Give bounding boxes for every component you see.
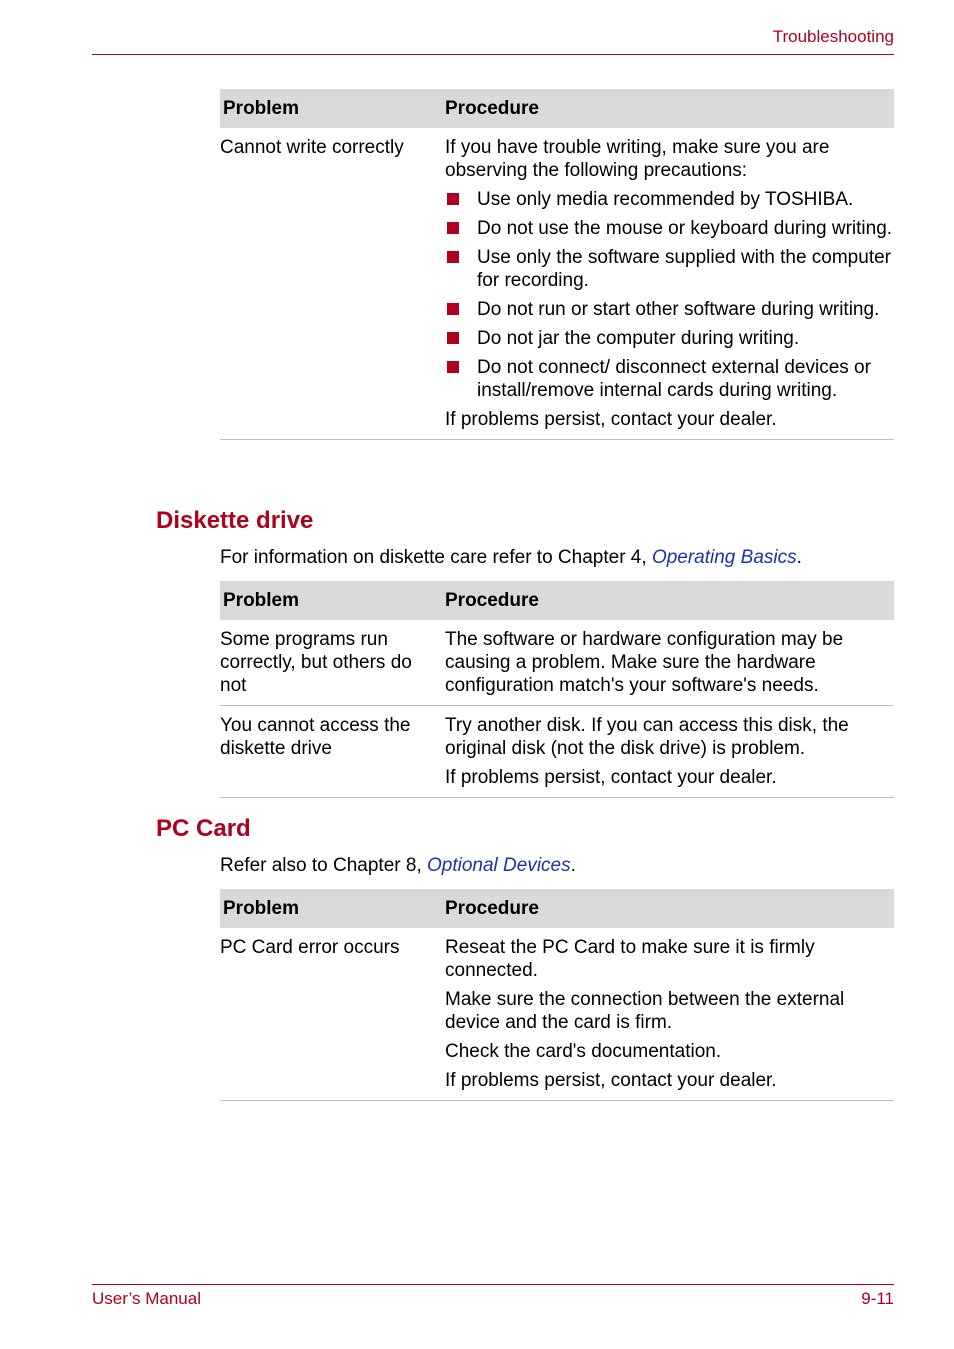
optional-devices-link[interactable]: Optional Devices xyxy=(427,855,571,876)
problem-cell: Some programs run correctly, but others do not xyxy=(220,629,412,696)
procedure-text: Try another disk. If you can access this disk, the original disk (not the disk drive) is problem. xyxy=(445,715,849,759)
bullet-text: Do not use the mouse or keyboard during writing. xyxy=(477,218,893,239)
procedure-text: If problems persist, contact your dealer. xyxy=(445,767,777,788)
procedure-text: Check the card's documentation. xyxy=(445,1041,722,1062)
intro-text: Refer also to Chapter 8, xyxy=(220,855,427,876)
section-title-pccard: PC Card xyxy=(156,815,251,842)
bullet-icon xyxy=(447,193,459,205)
operating-basics-link[interactable]: Operating Basics xyxy=(651,547,797,568)
procedure-text: Make sure the connection between the external device and the card is firm. xyxy=(445,989,845,1033)
intro-text: For information on diskette care refer to Chapter 4, xyxy=(220,547,652,568)
table-row xyxy=(220,128,894,440)
table-row xyxy=(220,706,894,798)
diskette-table xyxy=(220,581,894,798)
pccard-table xyxy=(220,889,894,1101)
list-item xyxy=(445,217,894,240)
table-header xyxy=(220,581,894,620)
table-header xyxy=(220,889,894,928)
problem-cell: PC Card error occurs xyxy=(220,937,400,958)
list-item xyxy=(445,246,894,292)
procedure-cell xyxy=(445,628,894,697)
procedure-text: Reseat the PC Card to make sure it is firmly connected. xyxy=(445,937,815,981)
header-problem: Problem xyxy=(223,897,300,919)
bullet-icon xyxy=(447,222,459,234)
bullet-icon xyxy=(447,361,459,373)
problem-cell: Cannot write correctly xyxy=(220,137,404,158)
section-title-diskette: Diskette drive xyxy=(156,507,314,534)
bullet-text: Do not connect/ disconnect external devices or install/remove internal cards during writing. xyxy=(477,357,871,401)
bullet-icon xyxy=(447,303,459,315)
running-header: Troubleshooting xyxy=(772,27,894,46)
intro-suffix: . xyxy=(796,547,802,568)
header-procedure: Procedure xyxy=(445,97,539,119)
bullet-text: Do not jar the computer during writing. xyxy=(477,328,800,349)
bullet-text: Use only the software supplied with the computer for recording. xyxy=(477,247,891,291)
header-rule xyxy=(92,54,894,55)
bullet-icon xyxy=(447,251,459,263)
header-problem: Problem xyxy=(223,97,300,119)
procedure-cell xyxy=(445,136,894,431)
header-procedure: Procedure xyxy=(445,589,539,611)
procedure-cell xyxy=(445,936,894,1092)
header-procedure: Procedure xyxy=(445,897,539,919)
bullet-text: Use only media recommended by TOSHIBA. xyxy=(477,189,854,210)
procedure-cell xyxy=(445,714,894,789)
procedure-text: The software or hardware configuration may be causing a problem. Make sure the hardware configuration match's your software's needs. xyxy=(445,629,844,696)
list-item xyxy=(445,188,894,211)
table-header xyxy=(220,89,894,128)
writing-table xyxy=(220,89,894,440)
diskette-intro xyxy=(220,547,802,569)
bullet-text: Do not run or start other software during writing. xyxy=(477,299,880,320)
intro-suffix: . xyxy=(570,855,576,876)
footer-manual-title: User’s Manual xyxy=(92,1289,201,1308)
page-number: 9-11 xyxy=(861,1289,894,1308)
pccard-intro xyxy=(220,855,576,877)
procedure-text: If you have trouble writing, make sure you are observing the following precautions: xyxy=(445,137,830,181)
list-item xyxy=(445,298,894,321)
header-problem: Problem xyxy=(223,589,300,611)
problem-cell: You cannot access the diskette drive xyxy=(220,715,411,759)
footer-rule xyxy=(92,1284,894,1285)
table-row xyxy=(220,620,894,706)
bullet-icon xyxy=(447,332,459,344)
list-item xyxy=(445,327,894,350)
list-item xyxy=(445,356,894,402)
precautions-list xyxy=(445,188,894,402)
table-row xyxy=(220,928,894,1101)
procedure-text: If problems persist, contact your dealer. xyxy=(445,409,777,430)
procedure-text: If problems persist, contact your dealer. xyxy=(445,1070,777,1091)
